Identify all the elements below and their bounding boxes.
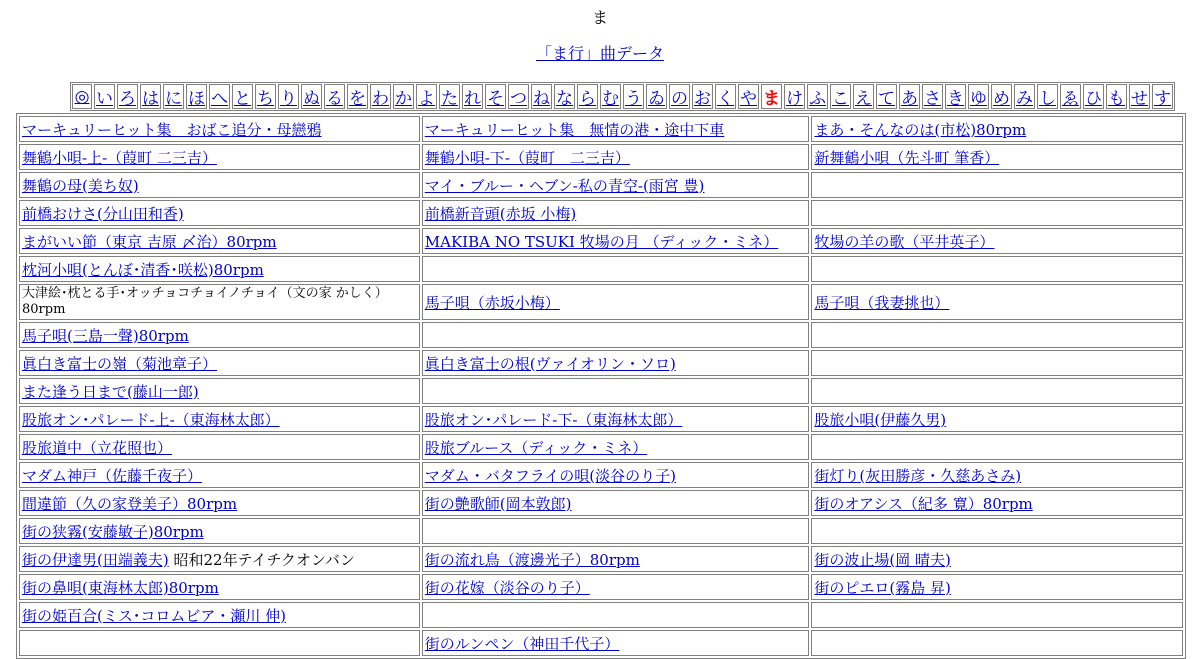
song-link[interactable]: 眞白き富士の根(ヴァイオリン・ソロ) — [424, 354, 676, 373]
song-link[interactable]: マダム・バタフライの唄(淡谷のり子) — [424, 466, 677, 485]
table-row — [19, 490, 1183, 516]
song-text: 大津絵･枕とる手･オッチョコチョイノチョイ（文の家 かしく）80rpm — [22, 286, 388, 317]
kana-nav-cell — [416, 84, 437, 109]
song-table — [16, 113, 1186, 659]
table-cell — [422, 200, 810, 226]
table-cell — [422, 574, 810, 600]
table-row — [19, 228, 1183, 254]
song-link[interactable]: マーキュリーヒット集 無情の港・途中下車 — [424, 120, 725, 139]
table-cell — [19, 284, 420, 320]
kana-nav-cell — [761, 84, 782, 109]
table-row — [19, 350, 1183, 376]
table-cell — [811, 322, 1183, 348]
kana-nav-cell — [347, 84, 368, 109]
kana-nav-cell — [968, 84, 989, 109]
kana-nav-link[interactable]: う — [625, 89, 642, 109]
kana-nav-link[interactable]: と — [234, 89, 251, 109]
kana-nav-cell — [462, 84, 483, 109]
kana-nav-link[interactable]: け — [786, 89, 803, 109]
song-link[interactable]: 街の花嫁（淡谷のり子） — [424, 578, 590, 597]
kana-nav-link[interactable]: り — [280, 89, 297, 109]
song-link[interactable]: 股旅オン･パレード-上-（東海林太郎） — [22, 410, 280, 429]
table-row — [19, 256, 1183, 282]
kana-nav-cell — [1060, 84, 1081, 109]
kana-nav-link[interactable]: る — [326, 89, 343, 109]
kana-nav-cell — [1106, 84, 1127, 109]
song-link[interactable]: 枕河小唄(とんぼ･清香･咲松)80rpm — [22, 260, 264, 279]
kana-nav-current: ま — [763, 89, 780, 109]
kana-nav-link[interactable]: て — [878, 89, 895, 109]
song-link[interactable]: まがいい節（東京 吉原 〆治）80rpm — [22, 232, 277, 251]
table-cell — [422, 256, 810, 282]
song-link[interactable]: 牧場の羊の歌（平井英子） — [814, 232, 995, 251]
kana-nav-cell — [945, 84, 966, 109]
kana-nav-cell — [94, 84, 115, 109]
table-cell — [422, 518, 810, 544]
kana-nav-cell — [853, 84, 874, 109]
table-cell — [811, 350, 1183, 376]
kana-nav-cell — [692, 84, 713, 109]
table-cell — [19, 546, 420, 572]
kana-nav-link[interactable]: へ — [211, 89, 228, 109]
kana-nav-link[interactable]: ら — [579, 89, 596, 109]
kana-nav-link[interactable]: な — [556, 89, 573, 109]
table-cell — [422, 490, 810, 516]
song-link[interactable]: 街のピエロ(霧島 昇) — [814, 578, 951, 597]
kana-nav-link[interactable]: ひ — [1085, 89, 1102, 109]
table-cell — [811, 256, 1183, 282]
song-link[interactable]: 新舞鶴小唄（先斗町 筆香） — [814, 148, 1000, 167]
kana-nav-link[interactable]: め — [993, 89, 1010, 109]
table-row — [19, 116, 1183, 142]
table-row — [19, 322, 1183, 348]
kana-nav-link[interactable]: ふ — [809, 89, 826, 109]
kana-nav-link[interactable]: ゑ — [1062, 89, 1079, 109]
section-data-link[interactable]: 「ま行」曲データ — [535, 44, 664, 63]
kana-nav-link[interactable]: き — [947, 89, 964, 109]
table-cell — [422, 462, 810, 488]
kana-nav-cell — [899, 84, 920, 109]
kana-nav-cell — [72, 84, 92, 109]
song-link[interactable]: 股旅オン･パレード-下-（東海林太郎） — [424, 410, 683, 429]
table-cell — [19, 144, 420, 170]
kana-nav-link[interactable]: ゐ — [648, 89, 665, 109]
table-cell — [19, 256, 420, 282]
song-link[interactable]: 馬子唄（我妻挑也） — [814, 293, 950, 312]
song-link[interactable]: 舞鶴小唄-下-（葭町 二三吉） — [424, 148, 630, 167]
kana-nav-cell — [554, 84, 575, 109]
table-row — [19, 144, 1183, 170]
song-link[interactable]: 眞白き富士の嶺（菊池章子） — [22, 354, 218, 373]
table-cell — [422, 144, 810, 170]
kana-nav-cell — [738, 84, 759, 109]
table-cell — [19, 200, 420, 226]
table-cell — [19, 406, 420, 432]
table-cell — [422, 406, 810, 432]
kana-nav-cell — [1037, 84, 1058, 109]
song-link[interactable]: 馬子唄(三島一聲)80rpm — [22, 326, 189, 345]
kana-nav-link[interactable]: た — [441, 89, 458, 109]
kana-nav-cell — [669, 84, 690, 109]
kana-nav-link[interactable]: の — [671, 89, 688, 109]
table-cell — [19, 172, 420, 198]
song-link[interactable]: 股旅ブルース（ディック・ミネ） — [424, 438, 648, 457]
kana-nav-link[interactable]: そ — [487, 89, 504, 109]
table-cell — [811, 284, 1183, 320]
song-link[interactable]: 街のオアシス（紀多 寛）80rpm — [814, 494, 1033, 513]
table-cell — [811, 172, 1183, 198]
song-link[interactable]: 街の流れ鳥（渡邊光子）80rpm — [424, 550, 640, 569]
song-link[interactable]: マーキュリーヒット集 おばこ追分・母戀鴉 — [22, 120, 322, 139]
kana-nav-link[interactable]: ぬ — [303, 89, 320, 109]
table-cell — [811, 200, 1183, 226]
song-link[interactable]: 街の姫百合(ミス･コロムビア・瀬川 伸) — [22, 606, 286, 625]
kana-nav-link[interactable]: す — [1154, 89, 1171, 109]
page-title: ま — [591, 8, 608, 27]
table-cell — [422, 434, 810, 460]
table-cell — [811, 574, 1183, 600]
table-cell — [19, 630, 420, 656]
table-cell — [811, 434, 1183, 460]
table-cell — [811, 116, 1183, 142]
table-cell — [19, 228, 420, 254]
kana-nav-link[interactable]: ね — [533, 89, 550, 109]
kana-nav-link[interactable]: い — [96, 89, 113, 109]
song-link[interactable]: MAKIBA NO TSUKI 牧場の月 （ディック・ミネ） — [424, 232, 779, 251]
song-link[interactable]: 街の鼻唄(東海林太郎)80rpm — [22, 578, 219, 597]
kana-nav-cell — [600, 84, 621, 109]
song-link[interactable]: 舞鶴小唄-上-（葭町 二三吉） — [22, 148, 217, 167]
kana-nav-cell — [922, 84, 943, 109]
kana-nav-link[interactable]: や — [740, 89, 757, 109]
kana-nav-link[interactable]: つ — [510, 89, 527, 109]
table-cell — [422, 602, 810, 628]
song-note: 昭和22年テイチクオンバン — [168, 550, 355, 569]
table-row — [19, 630, 1183, 656]
kana-nav-cell — [830, 84, 851, 109]
table-cell — [811, 518, 1183, 544]
kana-nav-cell — [163, 84, 184, 109]
kana-nav-cell — [1014, 84, 1035, 109]
kana-nav-link[interactable]: か — [395, 89, 412, 109]
table-cell — [811, 228, 1183, 254]
kana-nav-cell — [393, 84, 414, 109]
table-row — [19, 546, 1183, 572]
kana-nav-cell — [991, 84, 1012, 109]
table-cell — [422, 350, 810, 376]
table-row — [19, 378, 1183, 404]
song-link[interactable]: また逢う日まで(藤山一郎) — [22, 382, 199, 401]
kana-nav-cell — [117, 84, 138, 109]
section-heading — [0, 44, 1200, 64]
kana-nav-cell — [370, 84, 391, 109]
kana-nav-link[interactable]: れ — [464, 89, 481, 109]
kana-nav-link[interactable]: ろ — [119, 89, 136, 109]
kana-nav-cell — [1152, 84, 1173, 109]
song-link[interactable]: 街の伊達男(田端義夫) — [22, 550, 169, 569]
song-link[interactable]: 街の艶歌師(岡本敦郎) — [424, 494, 572, 513]
kana-nav-cell — [186, 84, 207, 109]
kana-nav-link[interactable]: し — [1039, 89, 1056, 109]
table-cell — [422, 284, 810, 320]
table-row — [19, 406, 1183, 432]
table-cell — [19, 350, 420, 376]
table-cell — [422, 546, 810, 572]
kana-nav-cell — [508, 84, 529, 109]
table-cell — [19, 462, 420, 488]
kana-nav-cell — [807, 84, 828, 109]
kana-nav-link[interactable]: え — [855, 89, 872, 109]
table-cell — [422, 172, 810, 198]
kana-nav-link[interactable]: さ — [924, 89, 941, 109]
table-row — [19, 172, 1183, 198]
kana-nav-link[interactable]: も — [1108, 89, 1125, 109]
kana-nav-cell — [439, 84, 460, 109]
kana-nav-cell — [301, 84, 322, 109]
table-row — [19, 518, 1183, 544]
song-link[interactable]: 馬子唄（赤坂小梅） — [424, 293, 560, 312]
song-link[interactable]: マイ・ブルー・ヘブン-私の青空-(雨宮 豊) — [424, 176, 705, 195]
song-link[interactable]: 街の波止場(岡 晴夫) — [814, 550, 951, 569]
kana-nav-cell — [646, 84, 667, 109]
table-cell — [811, 630, 1183, 656]
kana-nav-cell — [715, 84, 736, 109]
kana-nav-link[interactable]: に — [165, 89, 182, 109]
table-row — [19, 602, 1183, 628]
table-cell — [19, 518, 420, 544]
song-link[interactable]: 間違節（久の家登美子）80rpm — [22, 494, 238, 513]
table-cell — [811, 490, 1183, 516]
kana-nav-link[interactable]: ◎ — [74, 86, 90, 107]
table-cell — [422, 630, 810, 656]
kana-nav-link[interactable]: こ — [832, 89, 849, 109]
table-row — [19, 462, 1183, 488]
kana-nav-link[interactable]: む — [602, 89, 619, 109]
kana-nav-link[interactable]: せ — [1131, 89, 1148, 109]
kana-nav-link[interactable]: よ — [418, 89, 435, 109]
table-cell — [422, 116, 810, 142]
kana-nav-cell — [876, 84, 897, 109]
song-link[interactable]: 街のルンペン（神田千代子） — [424, 634, 620, 653]
table-cell — [19, 602, 420, 628]
kana-nav-link[interactable]: は — [142, 89, 159, 109]
table-row — [19, 284, 1183, 320]
table-cell — [422, 322, 810, 348]
kana-nav-link[interactable]: ほ — [188, 89, 205, 109]
song-link[interactable]: 股旅道中（立花照也） — [22, 438, 173, 457]
kana-nav-cell — [278, 84, 299, 109]
kana-nav-link[interactable]: ゆ — [970, 89, 987, 109]
song-link[interactable]: 股旅小唄(伊藤久男) — [814, 410, 947, 429]
kana-nav-cell — [209, 84, 230, 109]
table-cell — [19, 490, 420, 516]
table-row — [19, 574, 1183, 600]
table-cell — [811, 602, 1183, 628]
song-link[interactable]: 前橋新音頭(赤坂 小梅) — [424, 204, 577, 223]
table-row — [19, 200, 1183, 226]
kana-nav-link[interactable]: み — [1016, 89, 1033, 109]
table-cell — [19, 574, 420, 600]
kana-nav-link[interactable]: あ — [901, 89, 918, 109]
table-cell — [811, 378, 1183, 404]
kana-nav-cell — [140, 84, 161, 109]
song-link[interactable]: マダム神戸（佐藤千夜子） — [22, 466, 203, 485]
kana-nav-cell — [1129, 84, 1150, 109]
kana-index-nav — [70, 82, 1175, 111]
kana-nav-cell — [485, 84, 506, 109]
kana-nav-link[interactable]: わ — [372, 89, 389, 109]
song-link[interactable]: 街の狭霧(安藤敏子)80rpm — [22, 522, 204, 541]
song-link[interactable]: 舞鶴の母(美ち奴) — [22, 176, 139, 195]
kana-nav-link[interactable]: お — [694, 89, 711, 109]
kana-nav-cell — [324, 84, 345, 109]
table-cell — [19, 434, 420, 460]
kana-nav-cell — [255, 84, 276, 109]
kana-nav-cell — [531, 84, 552, 109]
kana-nav-link[interactable]: を — [349, 89, 366, 109]
kana-nav-cell — [1083, 84, 1104, 109]
kana-nav-cell — [623, 84, 644, 109]
table-row — [19, 434, 1183, 460]
song-link[interactable]: 前橋おけさ(分山田和香) — [22, 204, 184, 223]
table-cell — [19, 116, 420, 142]
song-link[interactable]: まあ・そんなのは(市松)80rpm — [814, 120, 1027, 139]
kana-nav-link[interactable]: く — [717, 89, 734, 109]
table-cell — [422, 228, 810, 254]
table-cell — [811, 546, 1183, 572]
table-cell — [422, 378, 810, 404]
kana-nav-cell — [577, 84, 598, 109]
table-cell — [19, 378, 420, 404]
table-cell — [811, 144, 1183, 170]
song-link[interactable]: 街灯り(灰田勝彦・久慈あさみ) — [814, 466, 1022, 485]
table-cell — [19, 322, 420, 348]
kana-nav-cell — [232, 84, 253, 109]
table-cell — [811, 406, 1183, 432]
kana-nav-cell — [784, 84, 805, 109]
table-cell — [811, 462, 1183, 488]
kana-nav-link[interactable]: ち — [257, 89, 274, 109]
